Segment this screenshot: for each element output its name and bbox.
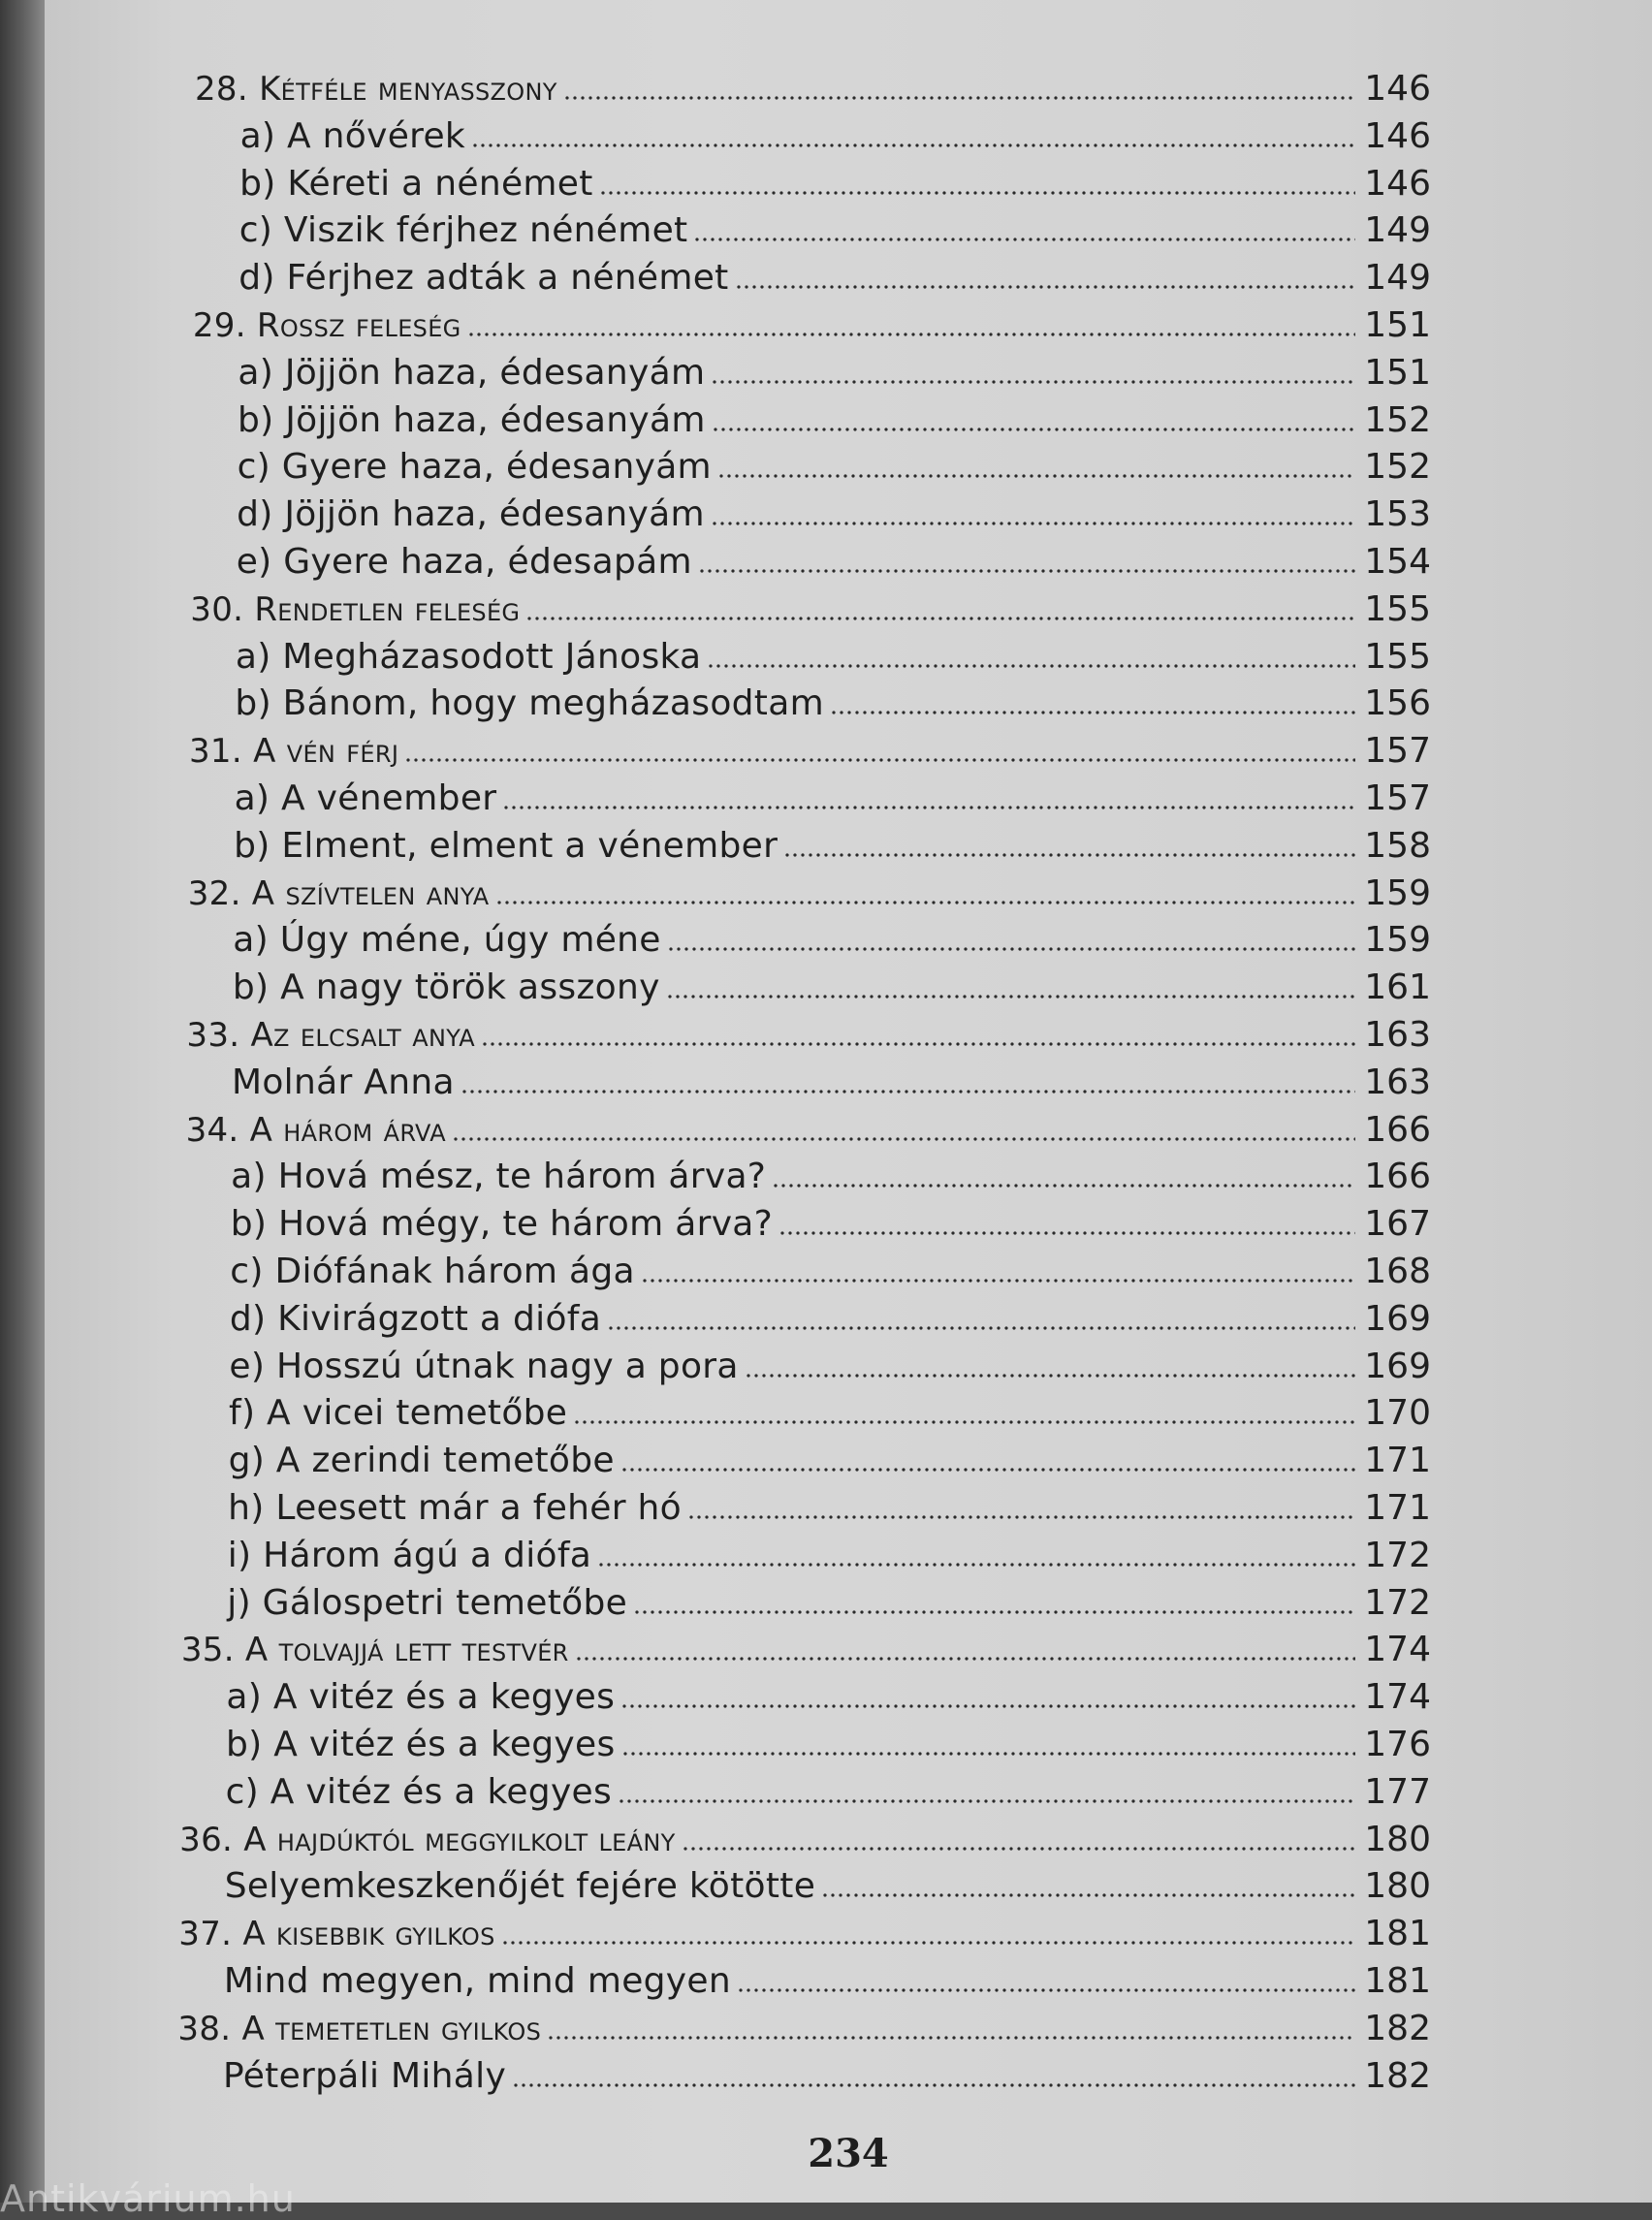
dot-leader bbox=[667, 945, 1355, 953]
toc-entry-page: 181 bbox=[1364, 1961, 1431, 2001]
toc-entry-page: 159 bbox=[1364, 872, 1431, 913]
toc-entry-page: 181 bbox=[1364, 1914, 1431, 1954]
table-of-contents bbox=[45, 0, 1652, 2203]
toc-entry-page: 174 bbox=[1364, 1630, 1431, 1670]
toc-entry-title: 38. A temetetlen gyilkos bbox=[177, 2009, 542, 2048]
book-page bbox=[45, 0, 1652, 2203]
dot-leader bbox=[495, 899, 1355, 906]
toc-entry-title: g) A zerindi temetőbe bbox=[228, 1441, 615, 1481]
toc-entry-page: 151 bbox=[1364, 305, 1431, 345]
toc-entry-page: 155 bbox=[1364, 588, 1431, 629]
dot-leader bbox=[467, 331, 1355, 338]
toc-entry-title: 34. A három árva bbox=[185, 1110, 446, 1150]
toc-entry-title: b) Kéreti a nénémet bbox=[239, 163, 593, 204]
toc-entry-title: a) Jöjjön haza, édesanyám bbox=[238, 352, 706, 393]
dot-leader bbox=[563, 94, 1355, 102]
toc-entry-page: 182 bbox=[1364, 2055, 1431, 2096]
toc-chapter-entry bbox=[189, 730, 1431, 773]
toc-entry-page: 166 bbox=[1364, 1109, 1431, 1150]
dot-leader bbox=[641, 1277, 1355, 1284]
toc-sub-entry bbox=[230, 1298, 1431, 1341]
toc-entry-page: 171 bbox=[1364, 1488, 1431, 1528]
toc-entry-title: e) Gyere haza, édesapám bbox=[236, 542, 692, 582]
toc-sub-entry bbox=[233, 919, 1431, 962]
dot-leader bbox=[717, 472, 1355, 480]
toc-entry-page: 149 bbox=[1364, 258, 1431, 299]
toc-entry-page: 166 bbox=[1364, 1157, 1431, 1197]
dot-leader bbox=[821, 1891, 1355, 1899]
dot-leader bbox=[620, 1466, 1355, 1474]
toc-entry-page: 177 bbox=[1364, 1771, 1431, 1812]
toc-sub-entry bbox=[232, 1062, 1431, 1104]
toc-entry-page: 172 bbox=[1364, 1582, 1431, 1623]
toc-entry-title: a) Megházasodott Jánoska bbox=[235, 636, 702, 677]
toc-entry-title: 36. A hajdúktól meggyilkolt leány bbox=[179, 1820, 676, 1859]
dot-leader bbox=[573, 1418, 1355, 1426]
toc-sub-entry bbox=[228, 1535, 1431, 1577]
book-spine-shadow bbox=[0, 0, 45, 2203]
toc-entry-page: 169 bbox=[1364, 1346, 1431, 1386]
toc-entry-title: h) Leesett már a fehér hó bbox=[228, 1488, 682, 1528]
toc-chapter-entry bbox=[178, 1913, 1431, 1955]
toc-entry-page: 149 bbox=[1364, 210, 1431, 251]
toc-entry-title: Péterpáli Mihály bbox=[223, 2055, 507, 2096]
toc-sub-entry bbox=[240, 115, 1431, 158]
toc-sub-entry bbox=[235, 682, 1431, 725]
toc-sub-entry bbox=[239, 209, 1431, 252]
toc-sub-entry bbox=[238, 399, 1431, 442]
toc-chapter-entry bbox=[190, 588, 1431, 631]
toc-sub-entry bbox=[229, 1346, 1431, 1388]
toc-sub-entry bbox=[225, 1865, 1431, 1908]
dot-leader bbox=[599, 189, 1355, 197]
toc-chapter-entry bbox=[186, 1109, 1431, 1152]
toc-chapter-entry bbox=[179, 1819, 1431, 1861]
dot-leader bbox=[618, 1797, 1355, 1805]
toc-chapter-entry bbox=[181, 1629, 1431, 1671]
toc-sub-entry bbox=[237, 541, 1431, 584]
dot-leader bbox=[607, 1324, 1355, 1332]
toc-sub-entry bbox=[229, 1440, 1431, 1482]
toc-entry-page: 157 bbox=[1364, 778, 1431, 818]
dot-leader bbox=[687, 1513, 1355, 1521]
toc-entry-title: i) Három ágú a diófa bbox=[227, 1535, 592, 1575]
toc-entry-page: 154 bbox=[1364, 542, 1431, 582]
toc-sub-entry bbox=[238, 352, 1431, 395]
dot-leader bbox=[481, 1040, 1355, 1048]
toc-entry-page: 159 bbox=[1364, 920, 1431, 961]
toc-entry-title: j) Gálospetri temetőbe bbox=[227, 1582, 628, 1623]
toc-chapter-entry bbox=[177, 2008, 1431, 2050]
toc-entry-title: e) Hosszú útnak nagy a pora bbox=[229, 1346, 739, 1386]
toc-sub-entry bbox=[226, 1724, 1431, 1766]
toc-chapter-entry bbox=[195, 68, 1431, 111]
dot-leader bbox=[698, 567, 1355, 575]
dot-leader bbox=[575, 1655, 1355, 1663]
toc-sub-entry bbox=[238, 446, 1431, 489]
toc-entry-title: c) A vitéz és a kegyes bbox=[225, 1771, 613, 1812]
toc-entry-title: c) Diófának három ága bbox=[230, 1252, 635, 1291]
toc-sub-entry bbox=[234, 825, 1431, 868]
toc-entry-title: Mind megyen, mind megyen bbox=[223, 1961, 731, 2001]
toc-entry-page: 151 bbox=[1364, 352, 1431, 393]
toc-entry-page: 152 bbox=[1364, 447, 1431, 488]
toc-sub-entry bbox=[238, 257, 1431, 300]
toc-entry-title: b) A nagy török asszony bbox=[232, 967, 660, 1008]
page-number: 234 bbox=[808, 2131, 889, 2176]
toc-entry-page: 167 bbox=[1364, 1204, 1431, 1245]
toc-entry-title: a) Hová mész, te három árva? bbox=[231, 1157, 767, 1197]
toc-entry-page: 153 bbox=[1364, 494, 1431, 535]
toc-sub-entry bbox=[230, 1251, 1431, 1293]
toc-entry-title: b) Bánom, hogy megházasodtam bbox=[235, 683, 824, 724]
toc-entry-title: c) Viszik férjhez nénémet bbox=[238, 210, 688, 251]
dot-leader bbox=[502, 804, 1355, 811]
toc-entry-title: 37. A kisebbik gyilkos bbox=[178, 1915, 495, 1954]
toc-entry-title: 30. Rendetlen feleség bbox=[190, 589, 521, 629]
toc-entry-title: a) A vénember bbox=[234, 778, 497, 818]
toc-entry-title: a) Úgy méne, úgy méne bbox=[233, 920, 661, 961]
dot-leader bbox=[512, 2081, 1355, 2089]
toc-entry-title: a) A nővérek bbox=[239, 115, 466, 156]
toc-entry-title: c) Gyere haza, édesanyám bbox=[237, 447, 712, 488]
toc-entry-page: 156 bbox=[1364, 683, 1431, 724]
toc-entry-title: d) Kivirágzott a diófa bbox=[229, 1298, 602, 1339]
toc-entry-title: b) Hová mégy, te három árva? bbox=[230, 1204, 774, 1245]
toc-entry-page: 161 bbox=[1364, 967, 1431, 1008]
toc-entry-page: 152 bbox=[1364, 399, 1431, 440]
toc-entry-page: 176 bbox=[1364, 1725, 1431, 1764]
toc-entry-title: b) Elment, elment a vénember bbox=[234, 825, 778, 866]
toc-chapter-entry bbox=[193, 304, 1431, 347]
dot-leader bbox=[711, 520, 1355, 527]
toc-sub-entry bbox=[231, 1203, 1431, 1246]
toc-entry-title: 33. Az elcsalt anya bbox=[186, 1016, 476, 1055]
toc-entry-title: d) Jöjjön haza, édesanyám bbox=[237, 494, 705, 535]
dot-leader bbox=[783, 851, 1355, 859]
dot-leader bbox=[737, 1986, 1355, 1994]
toc-sub-entry bbox=[228, 1487, 1431, 1530]
dot-leader bbox=[735, 283, 1355, 291]
toc-entry-title: a) A vitéz és a kegyes bbox=[226, 1677, 616, 1718]
toc-sub-entry bbox=[223, 2055, 1431, 2098]
toc-entry-page: 163 bbox=[1364, 1062, 1431, 1102]
dot-leader bbox=[471, 142, 1355, 149]
dot-leader bbox=[620, 1702, 1355, 1710]
toc-sub-entry bbox=[224, 1960, 1431, 2003]
toc-sub-entry bbox=[239, 163, 1431, 206]
dot-leader bbox=[830, 709, 1355, 716]
toc-entry-title: Molnár Anna bbox=[232, 1062, 455, 1102]
toc-entry-title: f) A vicei temetőbe bbox=[229, 1393, 568, 1434]
dot-leader bbox=[711, 378, 1355, 386]
toc-entry-page: 182 bbox=[1364, 2008, 1431, 2048]
toc-entry-page: 158 bbox=[1364, 825, 1431, 866]
toc-sub-entry bbox=[227, 1582, 1431, 1625]
dot-leader bbox=[501, 1939, 1355, 1947]
toc-entry-page: 146 bbox=[1364, 69, 1431, 109]
toc-entry-page: 171 bbox=[1364, 1441, 1431, 1481]
toc-entry-page: 157 bbox=[1364, 731, 1431, 772]
dot-leader bbox=[712, 426, 1355, 433]
toc-sub-entry bbox=[235, 777, 1431, 820]
toc-entry-page: 180 bbox=[1364, 1866, 1431, 1907]
toc-sub-entry bbox=[237, 493, 1431, 536]
toc-sub-entry bbox=[226, 1771, 1431, 1814]
toc-entry-title: 32. A szívtelen anya bbox=[187, 873, 490, 913]
dot-leader bbox=[682, 1845, 1355, 1853]
dot-leader bbox=[666, 993, 1355, 1000]
dot-leader bbox=[597, 1561, 1355, 1569]
toc-entry-title: 29. Rossz feleség bbox=[192, 306, 461, 345]
toc-entry-title: 35. A tolvajjá lett testvér bbox=[180, 1631, 569, 1670]
dot-leader bbox=[461, 1088, 1355, 1095]
toc-entry-title: Selyemkeszkenőjét fejére kötötte bbox=[224, 1866, 816, 1907]
dot-leader bbox=[778, 1229, 1355, 1237]
toc-entry-page: 180 bbox=[1364, 1819, 1431, 1859]
toc-entry-title: b) Jöjjön haza, édesanyám bbox=[238, 399, 706, 440]
toc-sub-entry bbox=[233, 967, 1431, 1009]
dot-leader bbox=[633, 1608, 1355, 1616]
toc-entry-title: 28. Kétféle menyasszony bbox=[195, 70, 557, 109]
toc-chapter-entry bbox=[186, 1014, 1431, 1057]
toc-entry-page: 146 bbox=[1364, 163, 1431, 204]
dot-leader bbox=[404, 756, 1355, 764]
dot-leader bbox=[693, 236, 1355, 243]
dot-leader bbox=[547, 2034, 1355, 2042]
toc-entry-page: 169 bbox=[1364, 1298, 1431, 1339]
toc-sub-entry bbox=[226, 1676, 1431, 1719]
dot-leader bbox=[745, 1372, 1355, 1380]
dot-leader bbox=[772, 1182, 1355, 1189]
toc-entry-page: 172 bbox=[1364, 1535, 1431, 1575]
toc-entry-page: 170 bbox=[1364, 1393, 1431, 1434]
toc-entry-page: 168 bbox=[1364, 1252, 1431, 1291]
dot-leader bbox=[452, 1135, 1355, 1143]
toc-entry-page: 163 bbox=[1364, 1015, 1431, 1055]
toc-entry-page: 146 bbox=[1364, 115, 1431, 156]
toc-entry-page: 174 bbox=[1364, 1677, 1431, 1718]
toc-sub-entry bbox=[229, 1392, 1431, 1435]
toc-sub-entry bbox=[236, 636, 1431, 679]
dot-leader bbox=[621, 1750, 1355, 1758]
dot-leader bbox=[525, 615, 1355, 622]
toc-chapter-entry bbox=[188, 872, 1431, 915]
toc-sub-entry bbox=[231, 1156, 1431, 1198]
toc-entry-title: d) Férjhez adták a nénémet bbox=[238, 258, 729, 299]
watermark: Antikvárium.hu bbox=[0, 2177, 296, 2220]
dot-leader bbox=[707, 662, 1355, 670]
toc-entry-page: 155 bbox=[1364, 636, 1431, 677]
toc-entry-title: b) A vitéz és a kegyes bbox=[226, 1725, 616, 1764]
toc-entry-title: 31. A vén férj bbox=[189, 732, 399, 772]
